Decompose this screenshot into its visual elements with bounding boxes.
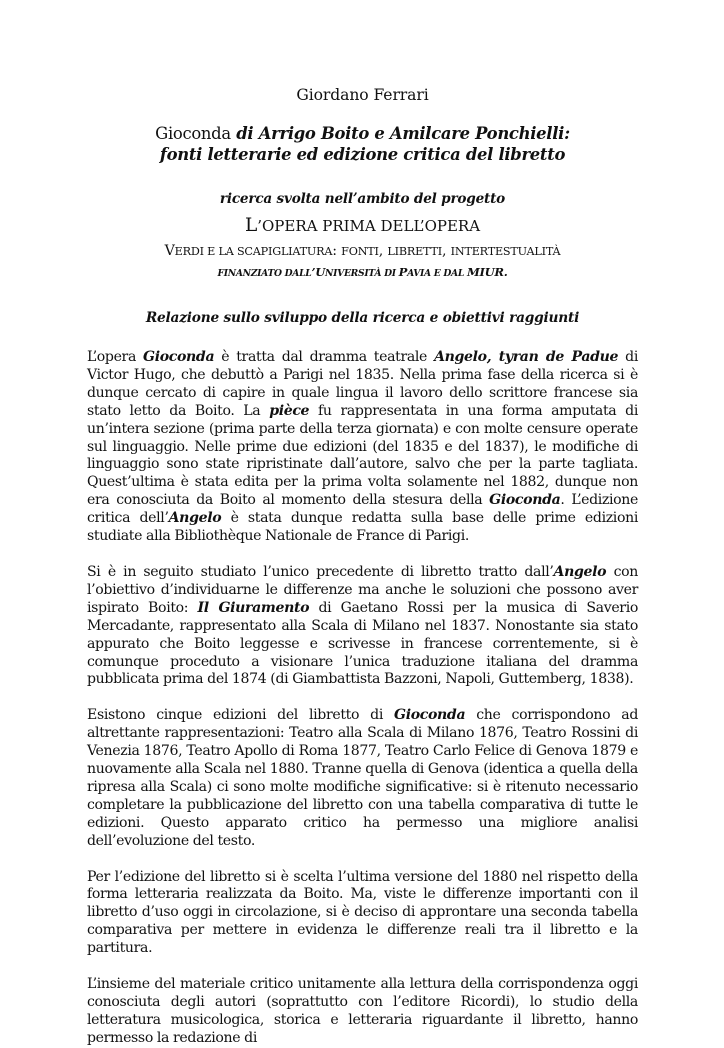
paragraph-text: L’insieme del materiale critico unitamente alla lettura della corrispondenza oggi conosciuta degli autori (soprattutto con l’editore Ricordi), lo studio della letteratura musicologica, storica e letteraria riguardante il libretto, hanno permesso la redazione di: [87, 976, 638, 1046]
project-name-lead: L: [244, 215, 258, 236]
emphasized-text: Gioconda: [143, 349, 215, 365]
project-name-rest: ’OPERA PRIMA DELL’OPERA: [257, 217, 481, 235]
funding-part: MIUR.: [466, 265, 508, 279]
author-name: Giordano Ferrari: [296, 86, 429, 104]
project-subtitle: [87, 243, 638, 260]
emphasized-text: Angelo: [168, 510, 222, 527]
funding-part: ’U: [311, 265, 326, 279]
emphasized-text: Angelo: [553, 563, 607, 580]
title-authors: di Arrigo Boito e Amilcare Ponchielli:: [230, 124, 570, 143]
funding-line: [87, 265, 638, 281]
paragraph-text: Si è in seguito studiato l’unico precedente di libretto tratto dall’: [87, 563, 554, 580]
emphasized-text: pièce: [269, 402, 310, 419]
project-subtitle-part: :: [332, 243, 342, 259]
title-opera: Gioconda: [155, 124, 231, 143]
paragraph-text: fu rappresentata in una forma amputata di un’intera sezione (prima parte della terza giornata) e con molte censure operate sul linguaggio. Nelle prime due edizioni (del 1835 e del 1837), le modifiche di linguaggio sono state ripristinate dall’autore, salvo che per la parte tagliata. Quest’ultima è stata edita per la prima volta solamente nel 1882, dunque non era conosciuta da Boito al momento della stesura della: [87, 402, 638, 509]
document-title: [87, 123, 638, 165]
body-paragraph: [87, 564, 638, 689]
section-title: Relazione sullo sviluppo della ricerca e obiettivi raggiunti: [145, 310, 580, 326]
project-subtitle-part: ,: [442, 243, 451, 259]
emphasized-text: Gioconda: [489, 492, 561, 509]
paragraph-text: Per l’edizione del libretto si è scelta l’ultima versione del 1880 nel rispetto della forma letteraria realizzata da Boito. Ma, viste le differenze importanti con il libretto d’uso oggi in circolazione, si è deciso di approntare una seconda tabella comparativa per mettere in evidenza le differenze reali tra il libretto e la partitura.: [87, 868, 638, 957]
paragraph-text: Esistono cinque edizioni del libretto di: [87, 707, 395, 724]
paragraph-text: L’opera: [87, 349, 144, 365]
body-paragraph: [87, 976, 638, 1048]
funding-part: FINANZIATO DALL: [217, 268, 312, 279]
paragraph-text: . L’edizione critica dell’: [87, 492, 638, 527]
paragraph-text: che corrispondono ad altrettante rappresentazioni: Teatro alla Scala di Milano 1876, Teatro Rossini di Venezia 1876, Teatro Apollo di Roma 1877, Teatro Carlo Felice di Genova 1879 e nuovamente alla Scala nel 1880. Tranne quella di Genova (identica a quella della ripresa alla Scala) ci sono molte modifiche significative: si è ritenuto necessario completare la pubblicazione del libretto con una tabella comparativa di tutte le edizioni. Questo apparato critico ha permesso una migliore analisi dell’evoluzione del testo.: [87, 707, 638, 849]
body-paragraph: [87, 869, 638, 959]
project-intro: ricerca svolta nell’ambito del progetto: [219, 191, 506, 207]
body-paragraph: [87, 349, 638, 546]
paragraph-text: è tratta dal dramma teatrale: [214, 349, 435, 365]
emphasized-text: Angelo, tyran de Padue: [434, 349, 619, 365]
project-subtitle-part: FONTI: [341, 245, 379, 258]
funding-part: NIVERSITÀ DI: [325, 268, 399, 279]
funding-part: P: [398, 265, 408, 279]
paragraph-text: di Gaetano Rossi per la musica di Saverio Mercadante, rappresentato alla Scala di Milano nel 1837. Nonostante sia stato appurato che Boito leggesse e scrivesse in francese correntemente, si è comunque proceduto a visionare l’unica traduzione italiana del dramma pubblicata prima del 1874 (di Giambattista Bazzoni, Napoli, Guttemberg, 1838).: [87, 599, 638, 688]
paragraph-text: con l’obiettivo d’individuarne le differenze ma anche le soluzioni che possono aver ispirato Boito:: [87, 563, 638, 616]
funding-part: AVIA E DAL: [407, 268, 467, 279]
project-subtitle-part: INTERTESTUALITÀ: [450, 245, 561, 258]
title-subtitle: fonti letterarie ed edizione critica del libretto: [159, 145, 566, 164]
paragraph-text: è stata dunque redatta sulla base delle prime edizioni studiate alla Bibliothèque Nationale de France di Parigi.: [87, 510, 638, 545]
body-text: [87, 349, 638, 1048]
project-subtitle-part: ,: [378, 243, 388, 259]
body-paragraph: [87, 707, 638, 850]
emphasized-text: Il Giuramento: [197, 599, 310, 616]
emphasized-text: Gioconda: [394, 707, 466, 724]
project-subtitle-part: LIBRETTI: [387, 245, 443, 258]
project-subtitle-part: V: [164, 243, 175, 259]
project-subtitle-part: ERDI E LA SCAPIGLIATURA: [174, 245, 333, 258]
project-name: [87, 215, 638, 237]
paragraph-text: di Victor Hugo, che debuttò a Parigi nel 1835. Nella prima fase della ricerca si è dunque cercato di capire in quale lingua il lavoro dello scrittore francese sia stato letto da Boito. La: [87, 349, 638, 419]
